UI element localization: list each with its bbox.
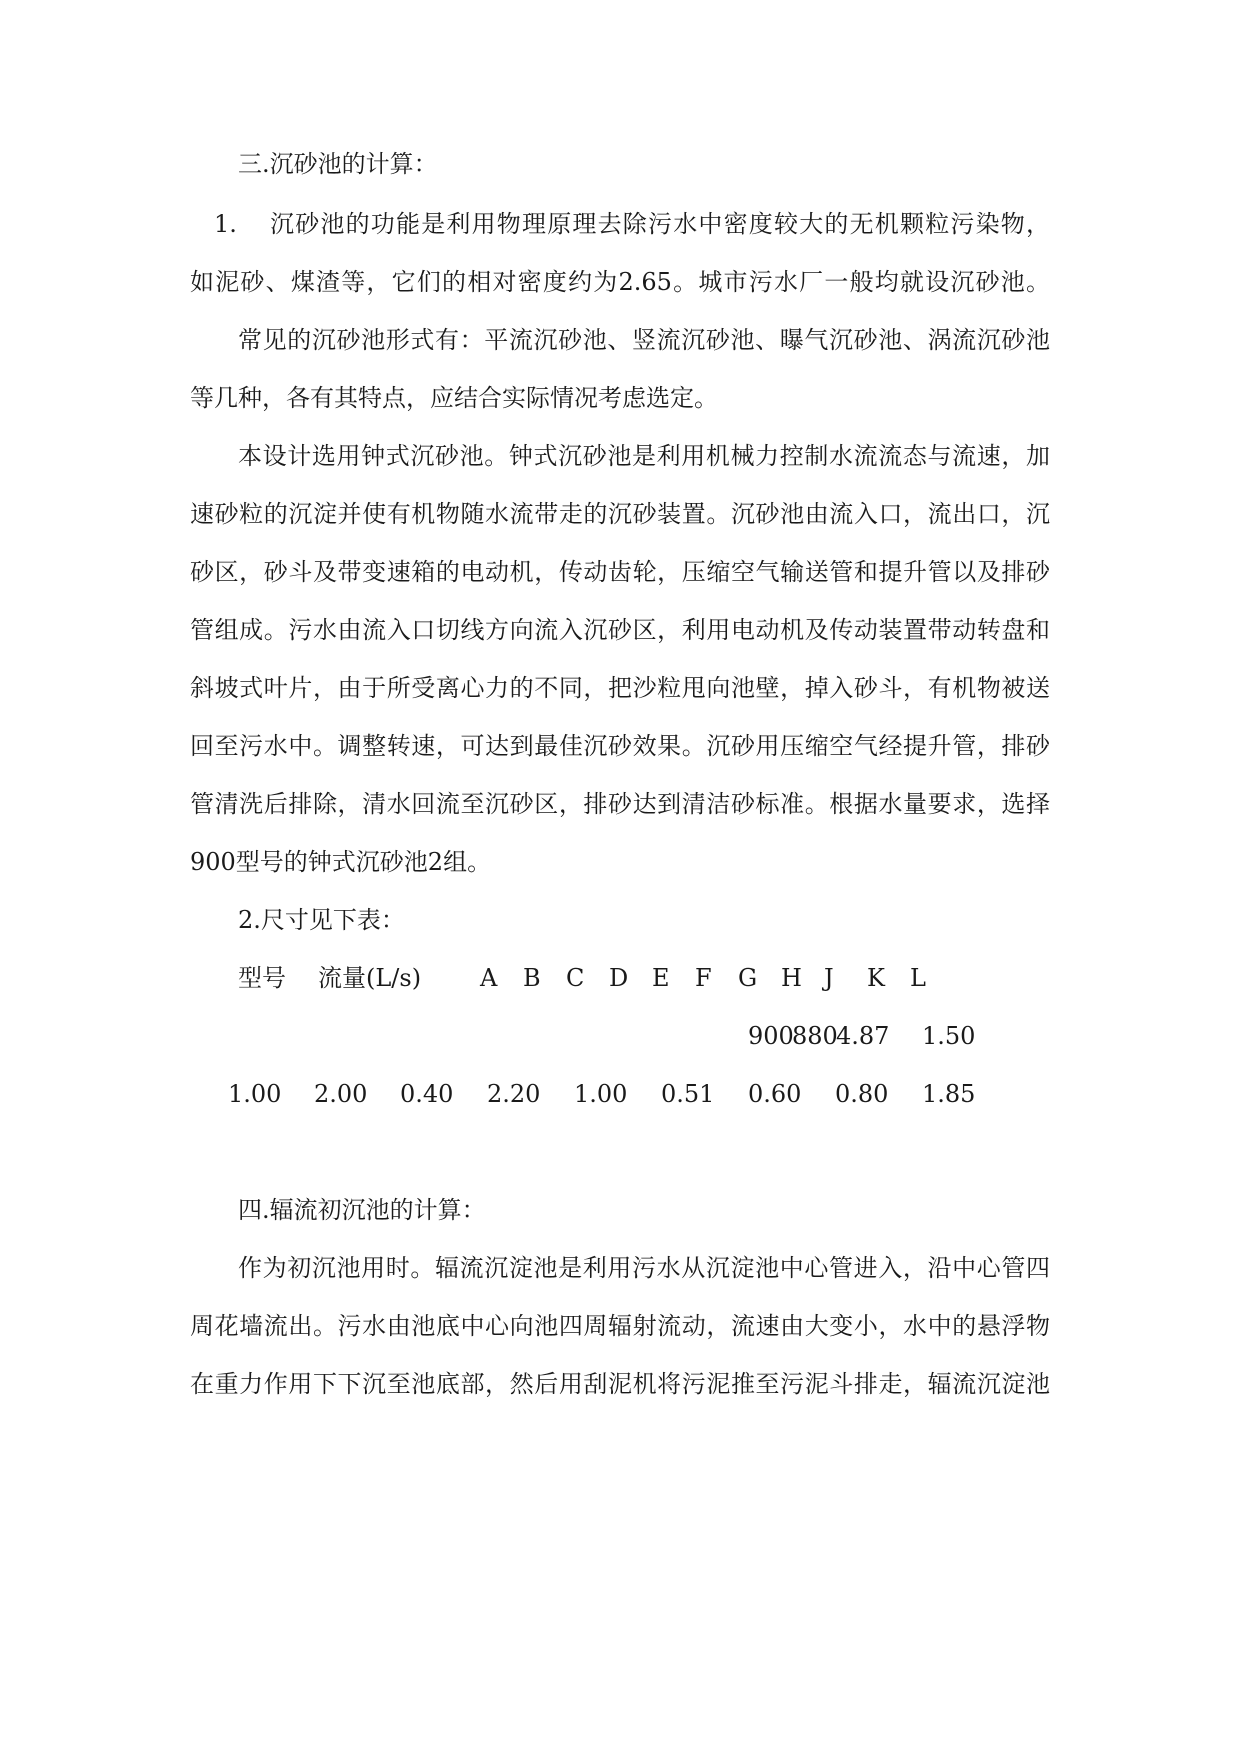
table-cell: 0.51 [661, 1080, 715, 1108]
table-cell: 2.20 [487, 1080, 541, 1108]
paragraph-line: 900型号的钟式沉砂池2组。 [190, 848, 492, 876]
table-header-cell: B [523, 964, 541, 992]
paragraph-line: 作为初沉池用时。辐流沉淀池是利用污水从沉淀池中心管进入，沿中心管四 [238, 1254, 1050, 1282]
table-cell: 1.85 [922, 1080, 976, 1108]
table-header-cell: A [480, 964, 498, 992]
table-header-cell: E [652, 964, 670, 992]
table-cell: 1.00 [574, 1080, 628, 1108]
table-header-cell: F [695, 964, 712, 992]
section-heading: 四.辐流初沉池的计算： [238, 1196, 486, 1224]
paragraph-line: 常见的沉砂池形式有：平流沉砂池、竖流沉砂池、曝气沉砂池、涡流沉砂池 [238, 326, 1050, 354]
table-header-cell: G [738, 964, 758, 992]
table-header-cell: H [781, 964, 802, 992]
table-header-cell: 流量(L/s) [318, 964, 422, 992]
paragraph-line: 等几种，各有其特点，应结合实际情况考虑选定。 [190, 384, 718, 412]
paragraph-line: 管清洗后排除，清水回流至沉砂区，排砂达到清洁砂标准。根据水量要求，选择 [190, 790, 1050, 818]
table-cell: 880 [792, 1022, 838, 1050]
paragraph-line: 在重力作用下下沉至池底部，然后用刮泥机将污泥推至污泥斗排走，辐流沉淀池 [190, 1370, 1050, 1398]
paragraph-line: 斜坡式叶片，由于所受离心力的不同，把沙粒甩向池壁，掉入砂斗，有机物被送 [190, 674, 1050, 702]
table-caption: 2.尺寸见下表： [238, 906, 405, 934]
table-header-cell: K [867, 964, 885, 992]
paragraph-line: 如泥砂、煤渣等，它们的相对密度约为2.65。城市污水厂一般均就设沉砂池。 [190, 268, 1050, 296]
table-header-cell: L [910, 964, 926, 992]
table-cell: 1.00 [228, 1080, 282, 1108]
paragraph-line: 砂区，砂斗及带变速箱的电动机，传动齿轮，压缩空气输送管和提升管以及排砂 [190, 558, 1050, 586]
paragraph-line: 沉砂池的功能是利用物理原理去除污水中密度较大的无机颗粒污染物， [270, 210, 1050, 238]
table-cell: 0.80 [835, 1080, 889, 1108]
table-cell: 2.00 [314, 1080, 368, 1108]
table-header-cell: 型号 [238, 964, 286, 992]
paragraph-line: 速砂粒的沉淀并使有机物随水流带走的沉砂装置。沉砂池由流入口，流出口，沉 [190, 500, 1050, 528]
section-heading: 三.沉砂池的计算： [238, 150, 438, 178]
list-number: 1. [214, 210, 237, 238]
paragraph-line: 管组成。污水由流入口切线方向流入沉砂区，利用电动机及传动装置带动转盘和 [190, 616, 1050, 644]
table-cell: 900 [748, 1022, 794, 1050]
paragraph-line: 回至污水中。调整转速，可达到最佳沉砂效果。沉砂用压缩空气经提升管，排砂 [190, 732, 1050, 760]
table-cell: 1.50 [922, 1022, 976, 1050]
table-cell: 0.40 [400, 1080, 454, 1108]
paragraph-line: 本设计选用钟式沉砂池。钟式沉砂池是利用机械力控制水流流态与流速，加 [238, 442, 1050, 470]
table-header-cell: C [566, 964, 585, 992]
table-cell: 4.87 [836, 1022, 890, 1050]
table-header-cell: D [609, 964, 629, 992]
table-cell: 0.60 [748, 1080, 802, 1108]
table-header-cell: J [824, 964, 834, 992]
paragraph-line: 周花墙流出。污水由池底中心向池四周辐射流动，流速由大变小，水中的悬浮物 [190, 1312, 1050, 1340]
